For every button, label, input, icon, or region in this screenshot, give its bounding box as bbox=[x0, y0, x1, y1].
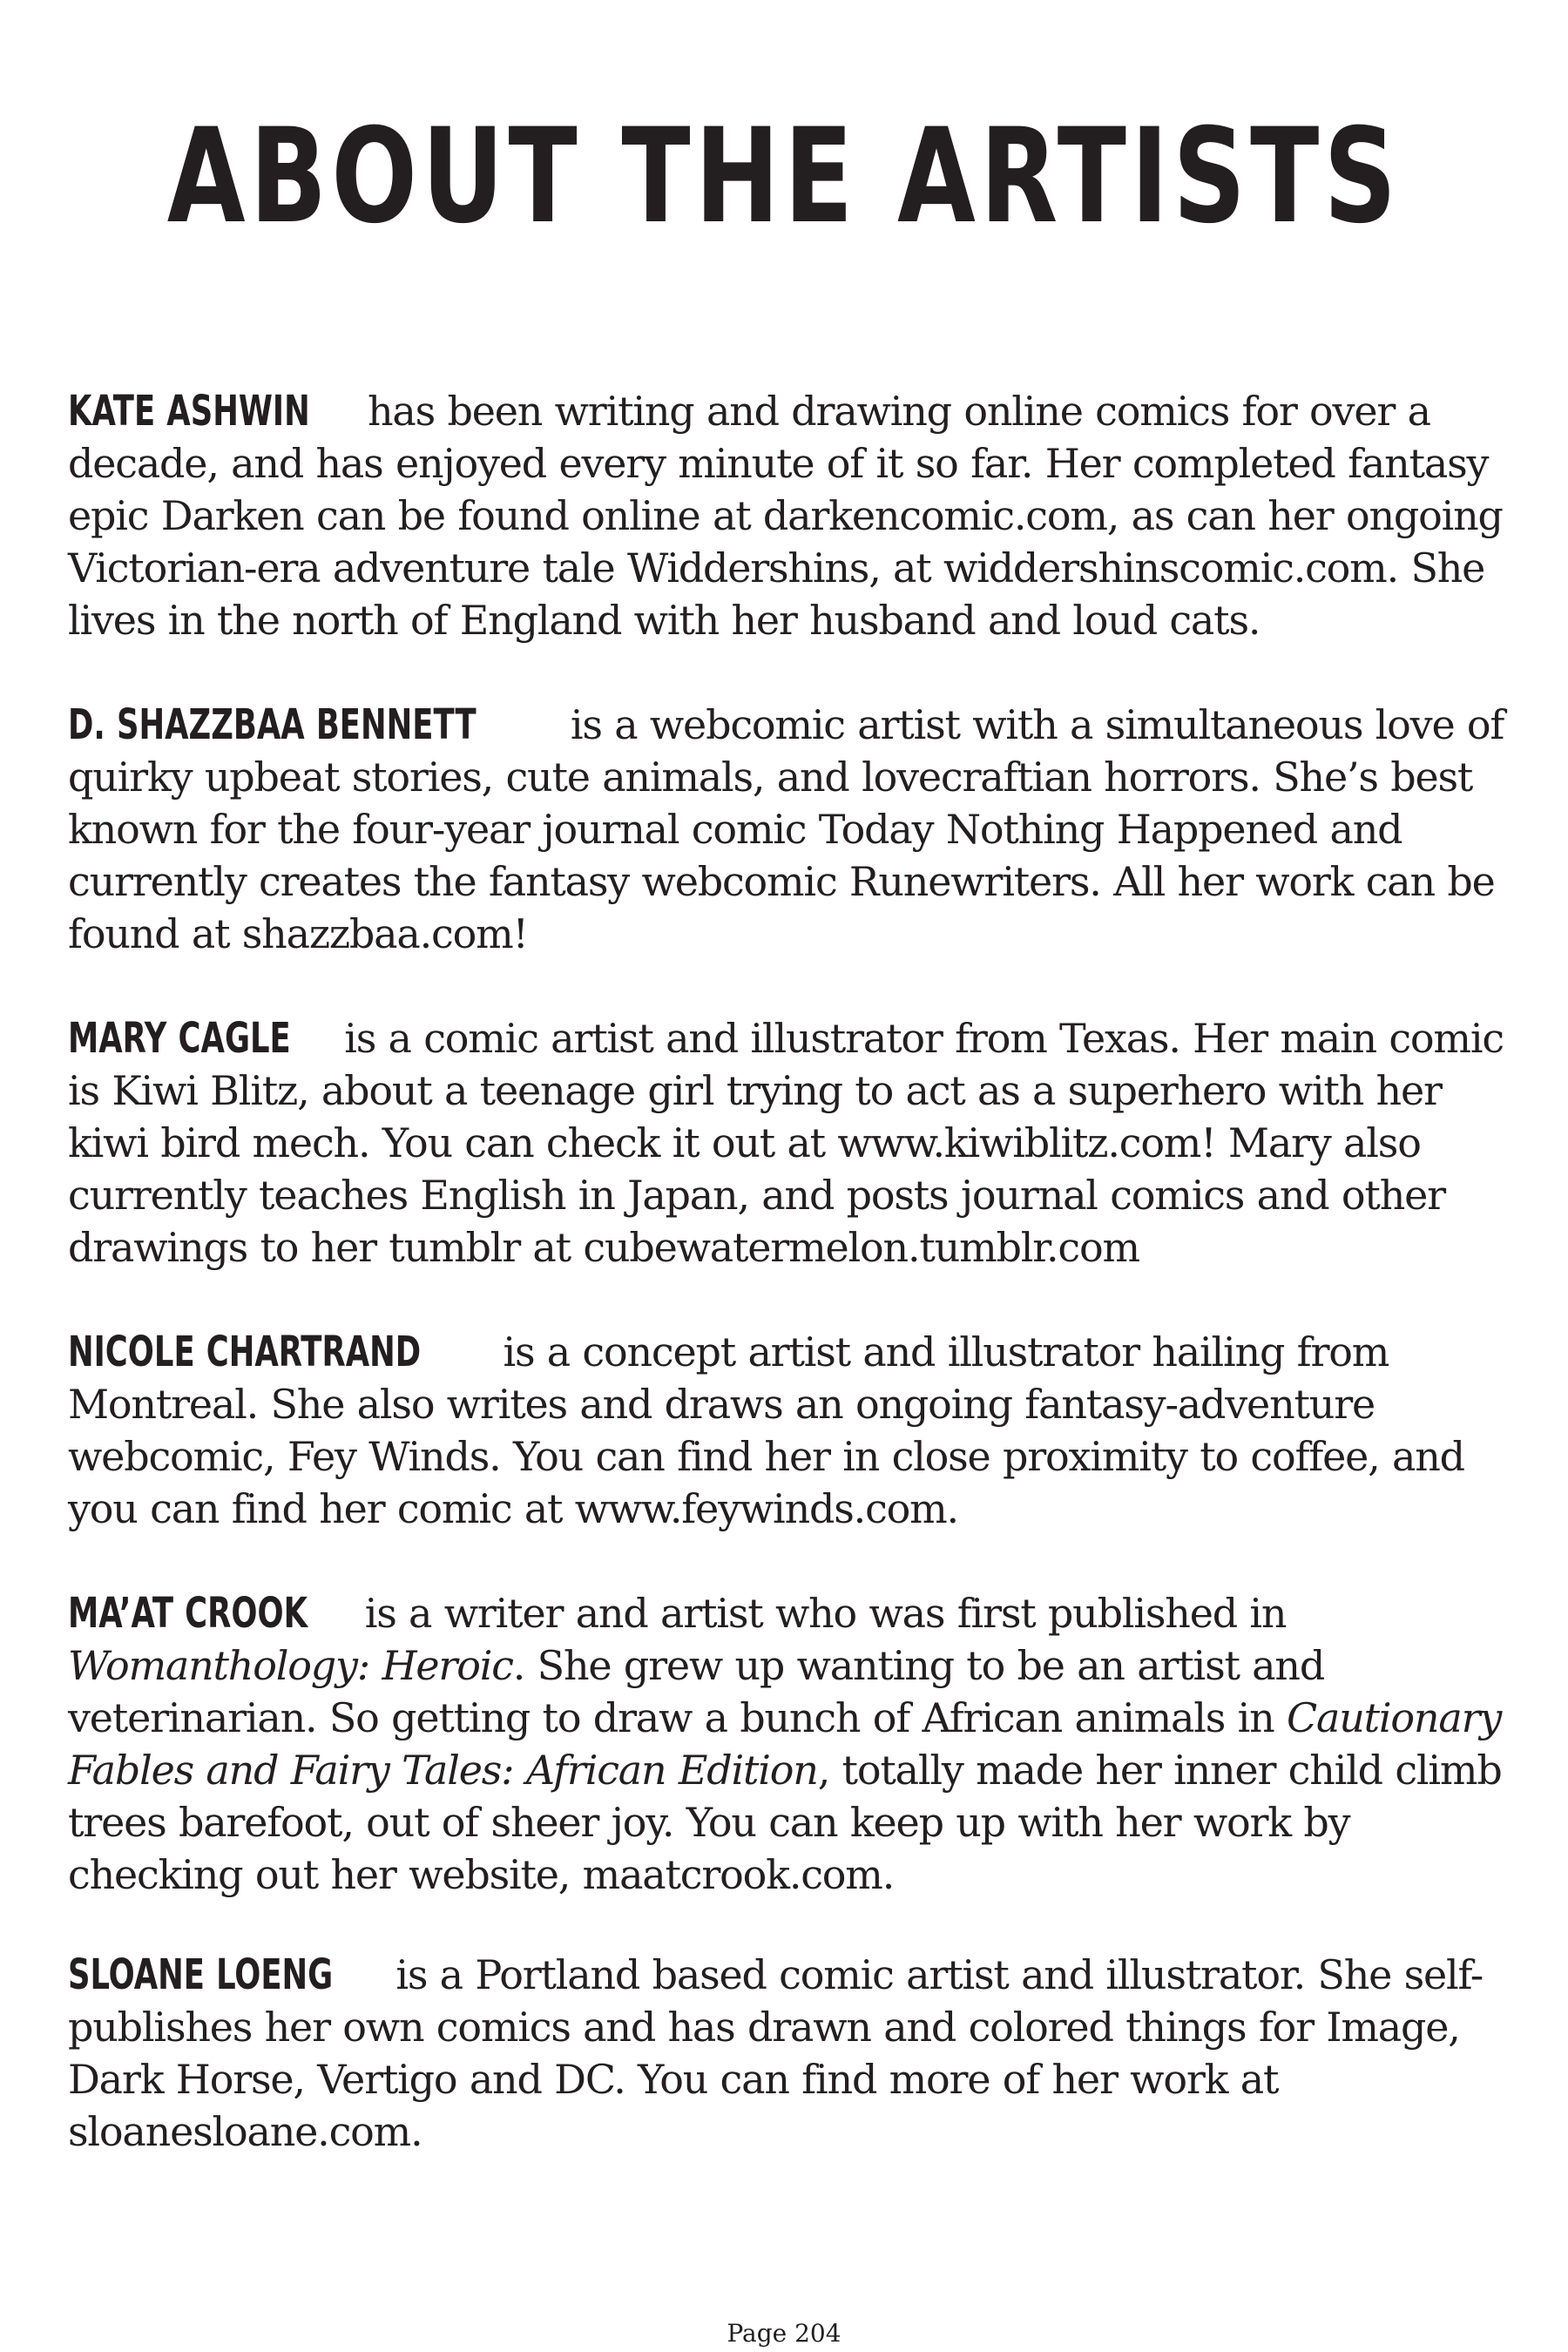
artist-name: MARY CAGLE bbox=[68, 1014, 291, 1063]
bio-text: has been writing and drawing online comics for over a decade, and has enjoyed every minute of it so far. Her completed fantasy epic Darken can be found online at darkencomic.com, as can her ongoing Victorian-era adventure tale Widdershins, at widdershinscomic.com. She lives in the north of England with her husband and loud cats. bbox=[68, 388, 1503, 644]
book-title: Womanthology: Heroic bbox=[68, 1642, 513, 1689]
page-title: ABOUT THE ARTISTS bbox=[166, 101, 1402, 253]
artist-name: D. SHAZZBAA BENNETT bbox=[68, 700, 476, 749]
artist-name: MA’AT CROOK bbox=[68, 1589, 308, 1638]
book-title: Cautionary Fables and Fairy Tales: African Edition bbox=[68, 1694, 1502, 1794]
bio-sloane-loeng bbox=[68, 1949, 1514, 2158]
artist-name: NICOLE CHARTRAND bbox=[68, 1328, 422, 1376]
bio-text: is a webcomic artist with a simultaneous love of quirky upbeat stories, cute animals, and lovecraftian horrors. She’s best known for the four-year journal comic Today Nothing Happened and currently creates the fantasy webcomic Runewriters. All her work can be found at shazzbaa.com! bbox=[68, 701, 1504, 957]
bio-text: is a concept artist and illustrator hailing from Montreal. She also writes and draws an ongoing fantasy-adventure webcomic, Fey Winds. You can find her in close proximity to coffee, and you can find her comic at www.feywinds.com. bbox=[68, 1328, 1464, 1532]
bio-text: is a Portland based comic artist and illustrator. She self-publishes her own comics and has drawn and colored things for Image, Dark Horse, Vertigo and DC. You can find more of her work at sloanesloane.com. bbox=[68, 1951, 1484, 2155]
bio-d-shazzbaa-bennett bbox=[68, 699, 1514, 960]
bio-maat-crook bbox=[68, 1587, 1514, 1901]
artist-bios bbox=[68, 385, 1514, 2158]
bio-nicole-chartrand bbox=[68, 1326, 1514, 1535]
bio-text: , totally made her inner child climb trees barefoot, out of sheer joy. You can keep up with her work by checking out her website, maatcrook.com. bbox=[68, 1747, 1502, 1898]
bio-kate-ashwin bbox=[68, 385, 1514, 646]
bio-mary-cagle bbox=[68, 1012, 1514, 1274]
bio-text: is a comic artist and illustrator from Texas. Her main comic is Kiwi Blitz, about a teenage girl trying to act as a superhero with her kiwi bird mech. You can check it out at www.kiwiblitz.com! Mary also currently teaches English in Japan, and posts journal comics and other drawings to her tumblr at cubewatermelon.tumblr.com bbox=[68, 1015, 1504, 1271]
page-number: Page 204 bbox=[727, 2319, 841, 2348]
bio-text: is a writer and artist who was first published in bbox=[352, 1590, 1287, 1637]
bio-text: . She grew up wanting to be an artist and veterinarian. So getting to draw a bunch of African animals in bbox=[68, 1642, 1325, 1741]
artist-name: KATE ASHWIN bbox=[68, 387, 310, 436]
artist-name: SLOANE LOENG bbox=[68, 1950, 334, 1999]
